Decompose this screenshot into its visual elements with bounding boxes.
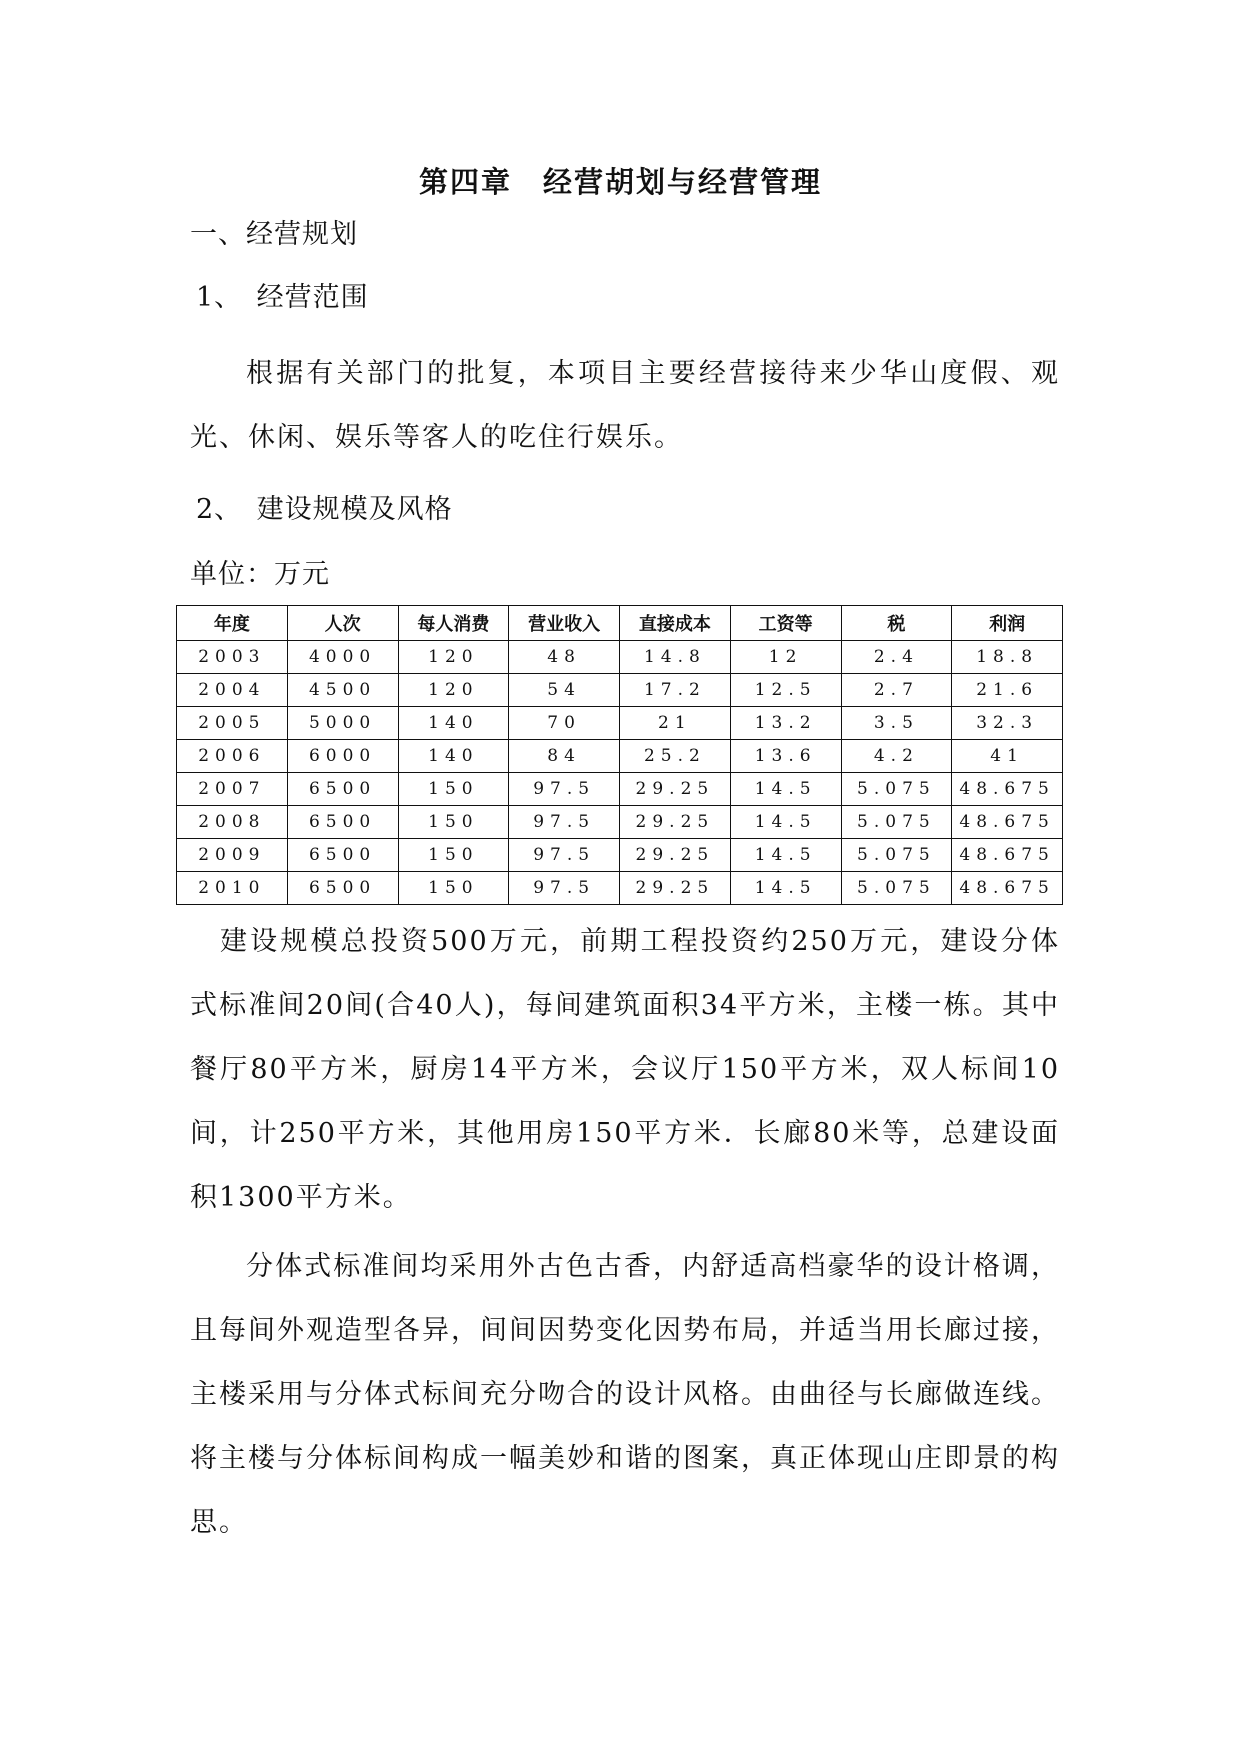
table-cell: 84 [509,740,620,773]
table-cell: 120 [398,674,509,707]
table-row [177,641,1063,674]
table-cell: 6000 [287,740,398,773]
table-cell: 21 [620,707,731,740]
table-cell: 41 [952,740,1063,773]
table-cell: 2.4 [841,641,952,674]
table-cell: 5.075 [841,872,952,905]
table-cell: 48.675 [952,806,1063,839]
table-cell: 97.5 [509,872,620,905]
header-visitors: 人次 [287,606,398,641]
table-cell: 6500 [287,872,398,905]
table-cell: 29.25 [620,872,731,905]
table-cell: 70 [509,707,620,740]
table-cell: 54 [509,674,620,707]
table-cell: 14.5 [730,872,841,905]
subsection-heading-scope: 1、 经营范围 [196,282,369,313]
table-cell: 140 [398,740,509,773]
table-cell: 5.075 [841,839,952,872]
section-heading: 一、经营规划 [190,219,358,250]
table-cell: 3.5 [841,707,952,740]
style-paragraph: 分体式标准间均采用外古色古香，内舒适高档豪华的设计格调，且每间外观造型各异，间间因势变化因势布局，并适当用长廊过接，主楼采用与分体式标间充分吻合的设计风格。由曲径与长廊做连线。将主楼与分体标间构成一幅美妙和谐的图案，真正体现山庄即景的构思。 [190,1251,1060,1538]
table-cell: 4500 [287,674,398,707]
table-cell: 2007 [177,773,288,806]
table-cell: 5.075 [841,806,952,839]
table-cell: 48.675 [952,872,1063,905]
table-cell: 12 [730,641,841,674]
table-cell: 18.8 [952,641,1063,674]
table-cell: 140 [398,707,509,740]
table-header-row [177,606,1063,641]
table-row [177,806,1063,839]
table-cell: 2009 [177,839,288,872]
table-cell: 13.6 [730,740,841,773]
table-cell: 97.5 [509,773,620,806]
table-cell: 13.2 [730,707,841,740]
table-cell: 2006 [177,740,288,773]
table-cell: 48.675 [952,773,1063,806]
table-cell: 6500 [287,773,398,806]
table-cell: 29.25 [620,773,731,806]
subsection-heading-scale: 2、 建设规模及风格 [196,494,453,525]
scope-paragraph: 根据有关部门的批复，本项目主要经营接待来少华山度假、观光、休闲、娱乐等客人的吃住行娱乐。 [190,358,1060,453]
table-cell: 17.2 [620,674,731,707]
table-row [177,707,1063,740]
table-cell: 4.2 [841,740,952,773]
financial-table [176,605,1063,905]
table-cell: 14.5 [730,806,841,839]
table-cell: 97.5 [509,839,620,872]
table-row [177,740,1063,773]
table-cell: 6500 [287,839,398,872]
table-cell: 150 [398,773,509,806]
table-cell: 150 [398,806,509,839]
table-cell: 29.25 [620,839,731,872]
table-row [177,674,1063,707]
table-cell: 14.8 [620,641,731,674]
table-cell: 150 [398,872,509,905]
header-revenue: 营业收入 [509,606,620,641]
table-cell: 150 [398,839,509,872]
table-cell: 5000 [287,707,398,740]
header-per-capita-spend: 每人消费 [398,606,509,641]
header-tax: 税 [841,606,952,641]
table-cell: 2010 [177,872,288,905]
table-row [177,773,1063,806]
chapter-title: 第四章 经营胡划与经营管理 [418,165,822,199]
table-cell: 2005 [177,707,288,740]
table-cell: 12.5 [730,674,841,707]
table-cell: 14.5 [730,773,841,806]
scale-paragraph: 建设规模总投资500万元，前期工程投资约250万元，建设分体式标准间20间(合40人)，每间建筑面积34平方米，主楼一栋。其中餐厅80平方米，厨房14平方米，会议厅150平方米，双人标间10间，计250平方米，其他用房150平方米．长廊80米等，总建设面积1300平方米。 [190,926,1060,1213]
table-cell: 48.675 [952,839,1063,872]
table-cell: 2003 [177,641,288,674]
table-cell: 48 [509,641,620,674]
table-cell: 29.25 [620,806,731,839]
table-cell: 2.7 [841,674,952,707]
table-cell: 2008 [177,806,288,839]
table-cell: 2004 [177,674,288,707]
table-cell: 21.6 [952,674,1063,707]
header-direct-cost: 直接成本 [620,606,731,641]
table-cell: 32.3 [952,707,1063,740]
table-row [177,839,1063,872]
table-cell: 14.5 [730,839,841,872]
table-row [177,872,1063,905]
header-year: 年度 [177,606,288,641]
header-wages: 工资等 [730,606,841,641]
table-cell: 25.2 [620,740,731,773]
table-cell: 6500 [287,806,398,839]
table-cell: 97.5 [509,806,620,839]
table-cell: 4000 [287,641,398,674]
table-cell: 5.075 [841,773,952,806]
header-profit: 利润 [952,606,1063,641]
table-cell: 120 [398,641,509,674]
unit-label: 单位：万元 [190,559,330,590]
